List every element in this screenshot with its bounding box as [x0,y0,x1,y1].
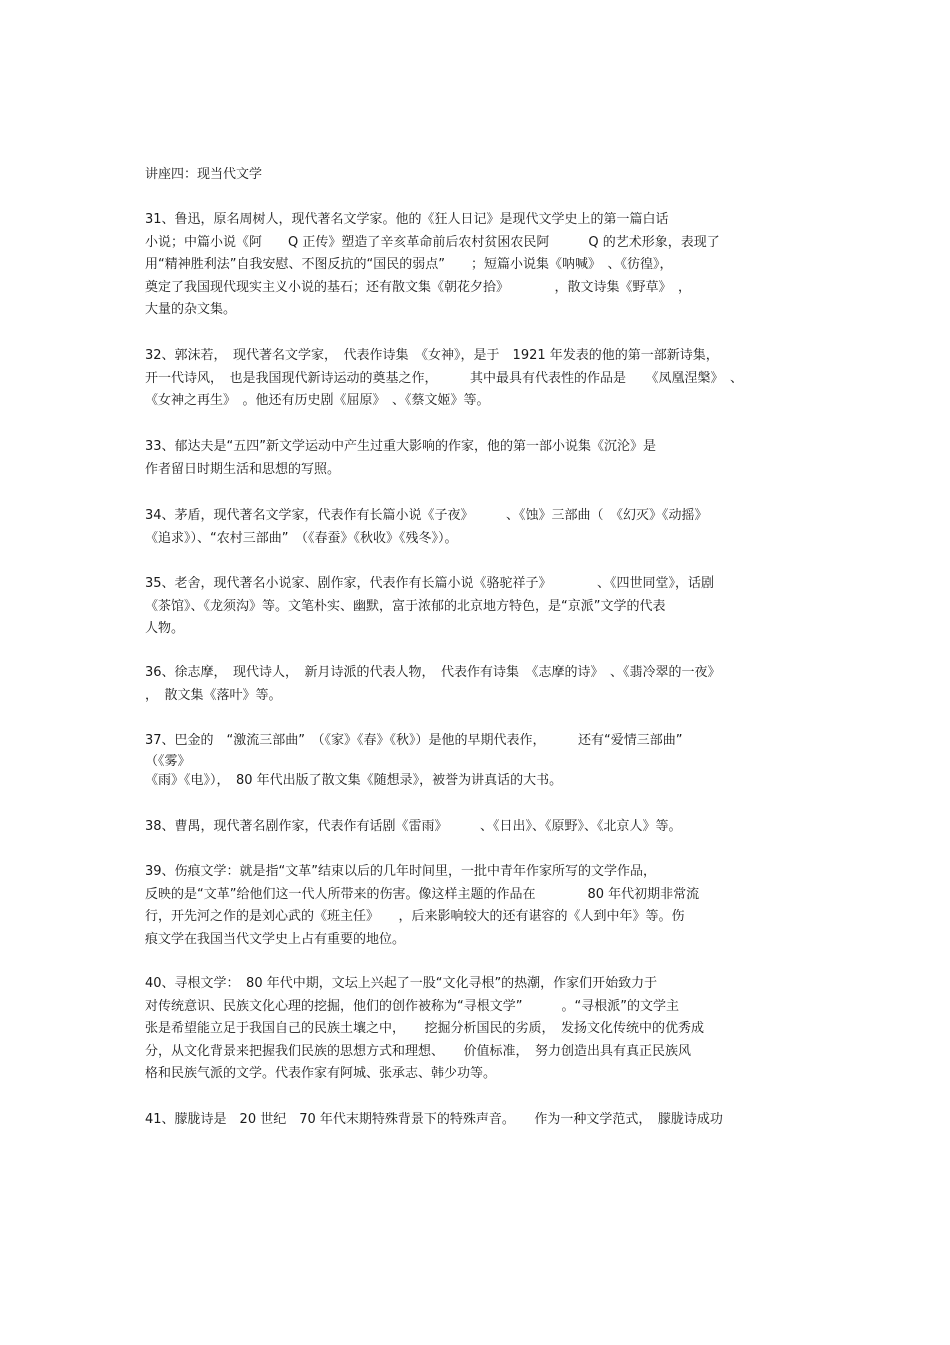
paragraph-line: 35、老舍，现代著名小说家、剧作家，代表作有长篇小说《骆驼祥子》 、《四世同堂》，话剧 [145,576,715,591]
paragraph-line: 《雨》《电》）， 80 年代出版了散文集《随想录》，被誉为讲真话的大书。 [145,772,563,788]
paragraph-line: 39、伤痕文学：就是指“文革”结束以后的几年时间里，一批中青年作家所写的文学作品， [145,864,657,879]
paragraph-line: 作者留日时期生活和思想的写照。 [145,461,341,477]
paragraph-line: 痕文学在我国当代文学史上占有重要的地位。 [145,931,406,947]
paragraph-line: （《雾》 [145,753,191,769]
paragraph-line: 《追求》）、“农村三部曲” （《春蚕》《秋收》《残冬》）。 [145,530,458,546]
paragraph-line: 分，从文化背景来把握我们民族的思想方式和理想、 价值标准， 努力创造出具有真正民族风 [145,1043,692,1059]
paragraph-33 [145,436,825,481]
paragraph-line: ， 散文集《落叶》等。 [145,687,282,703]
paragraph-line: 33、郁达夫是“五四”新文学运动中产生过重大影响的作家，他的第一部小说集《沉沦》是 [145,439,657,454]
paragraph-35 [145,573,825,641]
paragraph-line: 《女神之再生》 。他还有历史剧《屈原》 、《蔡文姬》等。 [145,393,490,408]
paragraph-41 [145,1109,825,1132]
paragraph-line: 31、鲁迅，原名周树人，现代著名文学家。他的《狂人日记》是现代文学史上的第一篇白话 [145,212,669,227]
paragraph-line: 36、徐志摩， 现代诗人， 新月诗派的代表人物， 代表作有诗集 《志摩的诗》 、《翡冷翠的一夜》 [145,665,721,680]
paragraph-line: 37、巴金的 “激流三部曲” （《家》《春》《秋》）是他的早期代表作， 还有“爱情三部曲” [145,733,683,748]
paragraph-37 [145,730,825,792]
paragraph-line: 34、茅盾，现代著名文学家，代表作有长篇小说《子夜》 、《蚀》三部曲（ 《幻灭》《动摇》 [145,508,708,523]
paragraph-32 [145,345,825,413]
paragraph-31 [145,209,825,322]
paragraph-line: 反映的是“文革”给他们这一代人所带来的伤害。像这样主题的作品在 80 年代初期非常流 [145,886,700,902]
paragraph-line: 大量的杂文集。 [145,302,237,317]
paragraph-line: 40、寻根文学： 80 年代中期，文坛上兴起了一股“文化寻根”的热潮，作家们开始致力于 [145,976,658,991]
paragraph-line: 《茶馆》、《龙须沟》等。文笔朴实、幽默，富于浓郁的北京地方特色，是“京派”文学的代表 [145,598,666,614]
paragraph-line: 38、曹禺，现代著名剧作家，代表作有话剧《雷雨》 、《日出》、《原野》、《北京人》等。 [145,819,682,834]
paragraph-line: 41、朦胧诗是 20 世纪 70 年代末期特殊背景下的特殊声音。 作为一种文学范式， 朦胧诗成功 [145,1112,723,1127]
paragraph-36 [145,662,825,707]
paragraph-38 [145,816,825,839]
paragraph-34 [145,505,825,550]
paragraph-line: 张是希望能立足于我国自己的民族土壤之中， 挖掘分析国民的劣质， 发扬文化传统中的优秀成 [145,1021,705,1036]
paragraph-line: 用“精神胜利法”自我安慰、不图反抗的“国民的弱点” ；短篇小说集《呐喊》 、《彷徨》， [145,257,673,272]
lecture-title: 讲座四：现当代文学 [145,167,263,182]
paragraph-line: 行，开先河之作的是刘心武的《班主任》 ，后来影响较大的还有谌容的《人到中年》等。伤 [145,909,685,924]
paragraph-40 [145,973,825,1086]
paragraph-line: 小说；中篇小说《阿 Q 正传》塑造了辛亥革命前后农村贫困农民阿 Q 的艺术形象，表现了 [145,234,720,250]
paragraph-line: 奠定了我国现代现实主义小说的基石；还有散文集《朝花夕拾》 ，散文诗集《野草》 ， [145,279,692,295]
paragraph-39 [145,861,825,951]
paragraph-line: 开一代诗风， 也是我国现代新诗运动的奠基之作， 其中最具有代表性的作品是 《凤凰涅槃》 、 [145,370,744,386]
paragraph-line: 对传统意识、民族文化心理的挖掘，他们的创作被称为“寻根文学” 。“寻根派”的文学主 [145,998,679,1014]
paragraph-line: 人物。 [145,621,185,636]
paragraph-line: 32、郭沫若， 现代著名文学家， 代表作诗集 《女神》，是于 1921 年发表的他的第一部新诗集， [145,348,719,363]
paragraph-line: 格和民族气派的文学。代表作家有阿城、张承志、韩少功等。 [145,1066,497,1081]
